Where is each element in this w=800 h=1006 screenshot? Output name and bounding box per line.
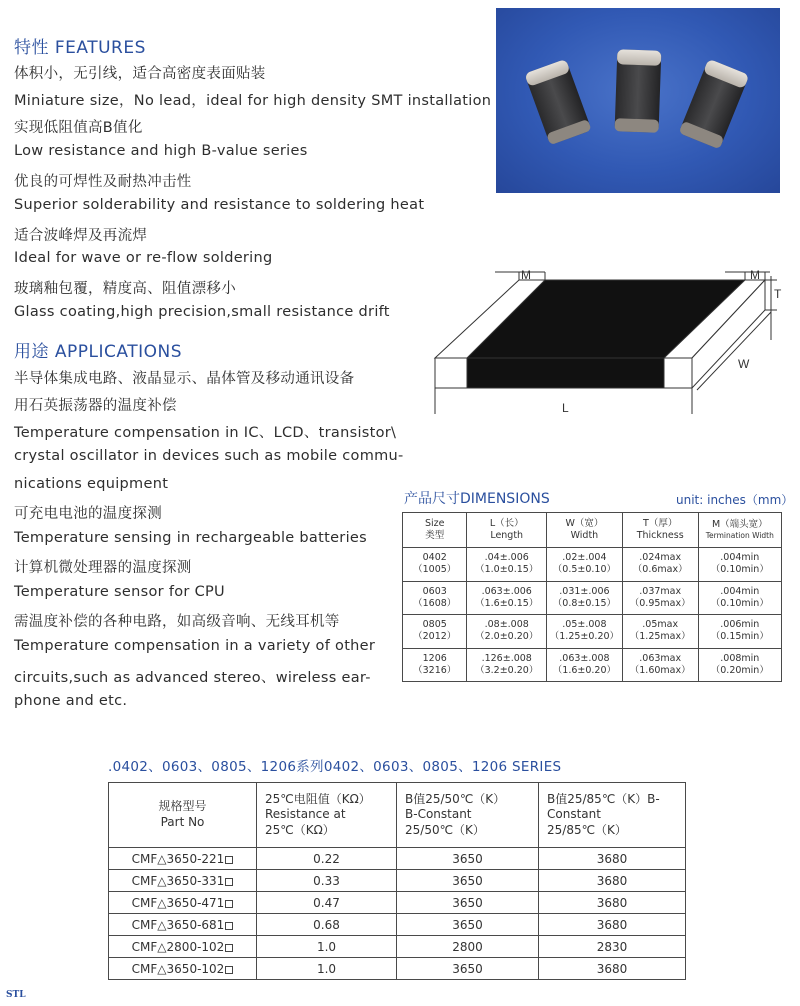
label-w: W [738,357,750,371]
part-no-cell: CMF△3650-681 [109,914,257,936]
b-25-50-cell: 3650 [397,958,539,980]
part-no-cell: CMF△3650-331 [109,870,257,892]
label-m-left: M [521,268,531,282]
dim-header-width: W（宽） Width [547,513,623,548]
part-no-cell: CMF△2800-102 [109,936,257,958]
applications-line: 需温度补偿的各种电路，如高级音响、无线耳机等 [14,614,340,630]
dim-header-size: Size 类型 [403,513,467,548]
table-row [109,848,686,870]
applications-heading: 用途 APPLICATIONS [14,342,182,362]
dim-cell: .004min （0.10min） [698,581,781,615]
table-row [403,581,782,615]
part-no-cell: CMF△3650-102 [109,958,257,980]
part-no-cell: CMF△3650-471 [109,892,257,914]
table-row [109,958,686,980]
series-table [108,782,686,980]
applications-line: 半导体集成电路、液晶显示、晶体管及移动通讯设备 [14,371,355,387]
dim-cell: .024max （0.6max） [622,548,698,582]
dim-cell: 1206 （3216） [403,648,467,682]
series-header-resistance: 25℃电阻值（KΩ） Resistance at 25℃（KΩ） [257,783,397,848]
dim-cell: .004min （0.10min） [698,548,781,582]
b-25-50-cell: 2800 [397,936,539,958]
chip-middle [615,49,662,132]
applications-line: Temperature sensor for CPU [14,584,225,600]
table-row [109,892,686,914]
part-no-cell: CMF△3650-221 [109,848,257,870]
features-line: 玻璃釉包覆，精度高、阻值漂移小 [14,281,236,297]
resistance-cell: 0.47 [257,892,397,914]
applications-line: 可充电电池的温度探测 [14,506,162,522]
table-row [403,615,782,649]
series-header-b-25-85: B值25/85℃（K）B- Constant 25/85℃（K） [539,783,686,848]
applications-line: phone and etc. [14,693,128,709]
b-25-50-cell: 3650 [397,848,539,870]
chip-photo-illustration [496,8,780,193]
footer-mark: STL [6,990,26,1000]
dim-header-thickness: T（厚） Thickness [622,513,698,548]
dim-cell: .063max （1.60max） [622,648,698,682]
b-25-85-cell: 3680 [539,914,686,936]
features-heading: 特性 FEATURES [14,38,146,58]
applications-line: Temperature sensing in rechargeable batteries [14,530,367,546]
applications-line: 计算机微处理器的温度探测 [14,560,192,576]
b-25-50-cell: 3650 [397,914,539,936]
table-row [403,648,782,682]
dimensions-title: 产品尺寸DIMENSIONS [404,491,550,507]
table-row [109,936,686,958]
resistance-cell: 0.33 [257,870,397,892]
features-line: Ideal for wave or re-flow soldering [14,250,273,266]
b-25-85-cell: 3680 [539,958,686,980]
table-row [403,548,782,582]
series-header-b-25-50: B值25/50℃（K） B-Constant 25/50℃（K） [397,783,539,848]
dim-cell: 0603 （1608） [403,581,467,615]
dimensions-unit: unit: inches（mm） [676,493,794,507]
dim-cell: .08±.008 （2.0±0.20） [467,615,547,649]
b-25-85-cell: 3680 [539,848,686,870]
resistance-cell: 0.22 [257,848,397,870]
label-m-right: M [750,268,760,282]
dim-cell: .05±.008 （1.25±0.20） [547,615,623,649]
dim-cell: .063±.006 （1.6±0.15） [467,581,547,615]
dim-cell: 0805 （2012） [403,615,467,649]
applications-line: circuits,such as advanced stereo、wireless ear- [14,670,371,686]
chip-dimension-diagram [425,262,790,420]
series-header-part-no: 规格型号 Part No [109,783,257,848]
dim-header-length: L（长） Length [467,513,547,548]
label-l: L [562,401,569,415]
features-line: 适合波峰焊及再流焊 [14,228,148,244]
features-line: Low resistance and high B-value series [14,143,308,159]
features-line: 实现低阻值高B值化 [14,120,143,136]
chip-right [679,59,750,150]
series-title: .0402、0603、0805、1206系列0402、0603、0805、1206 SERIES [108,759,562,775]
resistance-cell: 1.0 [257,958,397,980]
resistance-cell: 0.68 [257,914,397,936]
dimensions-header-row [403,513,782,548]
applications-line: nications equipment [14,476,169,492]
dim-header-termination: M（端头宽） Termination Width [698,513,781,548]
features-line: 体积小，无引线，适合高密度表面贴装 [14,66,266,82]
dim-cell: .04±.006 （1.0±0.15） [467,548,547,582]
applications-line: Temperature compensation in a variety of other [14,638,376,654]
chip-left [524,59,591,145]
dim-cell: 0402 （1005） [403,548,467,582]
features-line: Miniature size，No lead，ideal for high density SMT installation [14,93,492,109]
dim-cell: .063±.008 （1.6±0.20） [547,648,623,682]
b-25-85-cell: 3680 [539,892,686,914]
series-header-row [109,783,686,848]
features-line: Glass coating,high precision,small resistance drift [14,304,390,320]
applications-line: crystal oscillator in devices such as mobile commu- [14,448,404,464]
dim-cell: .037max （0.95max） [622,581,698,615]
label-t: T [774,287,782,301]
b-25-50-cell: 3650 [397,870,539,892]
dim-cell: .02±.004 （0.5±0.10） [547,548,623,582]
b-25-50-cell: 3650 [397,892,539,914]
table-row [109,914,686,936]
dim-cell: .008min （0.20min） [698,648,781,682]
dim-cell: .031±.006 （0.8±0.15） [547,581,623,615]
dim-cell: .05max （1.25max） [622,615,698,649]
applications-line: 用石英振荡器的温度补偿 [14,398,177,414]
features-line: 优良的可焊性及耐热冲击性 [14,174,192,190]
dimensions-table [402,512,782,682]
table-row [109,870,686,892]
resistance-cell: 1.0 [257,936,397,958]
dim-cell: .126±.008 （3.2±0.20） [467,648,547,682]
b-25-85-cell: 2830 [539,936,686,958]
features-line: Superior solderability and resistance to soldering heat [14,197,425,213]
applications-line: Temperature compensation in IC、LCD、transistor\ [14,425,397,441]
dim-cell: .006min （0.15min） [698,615,781,649]
b-25-85-cell: 3680 [539,870,686,892]
product-photo [496,8,780,193]
